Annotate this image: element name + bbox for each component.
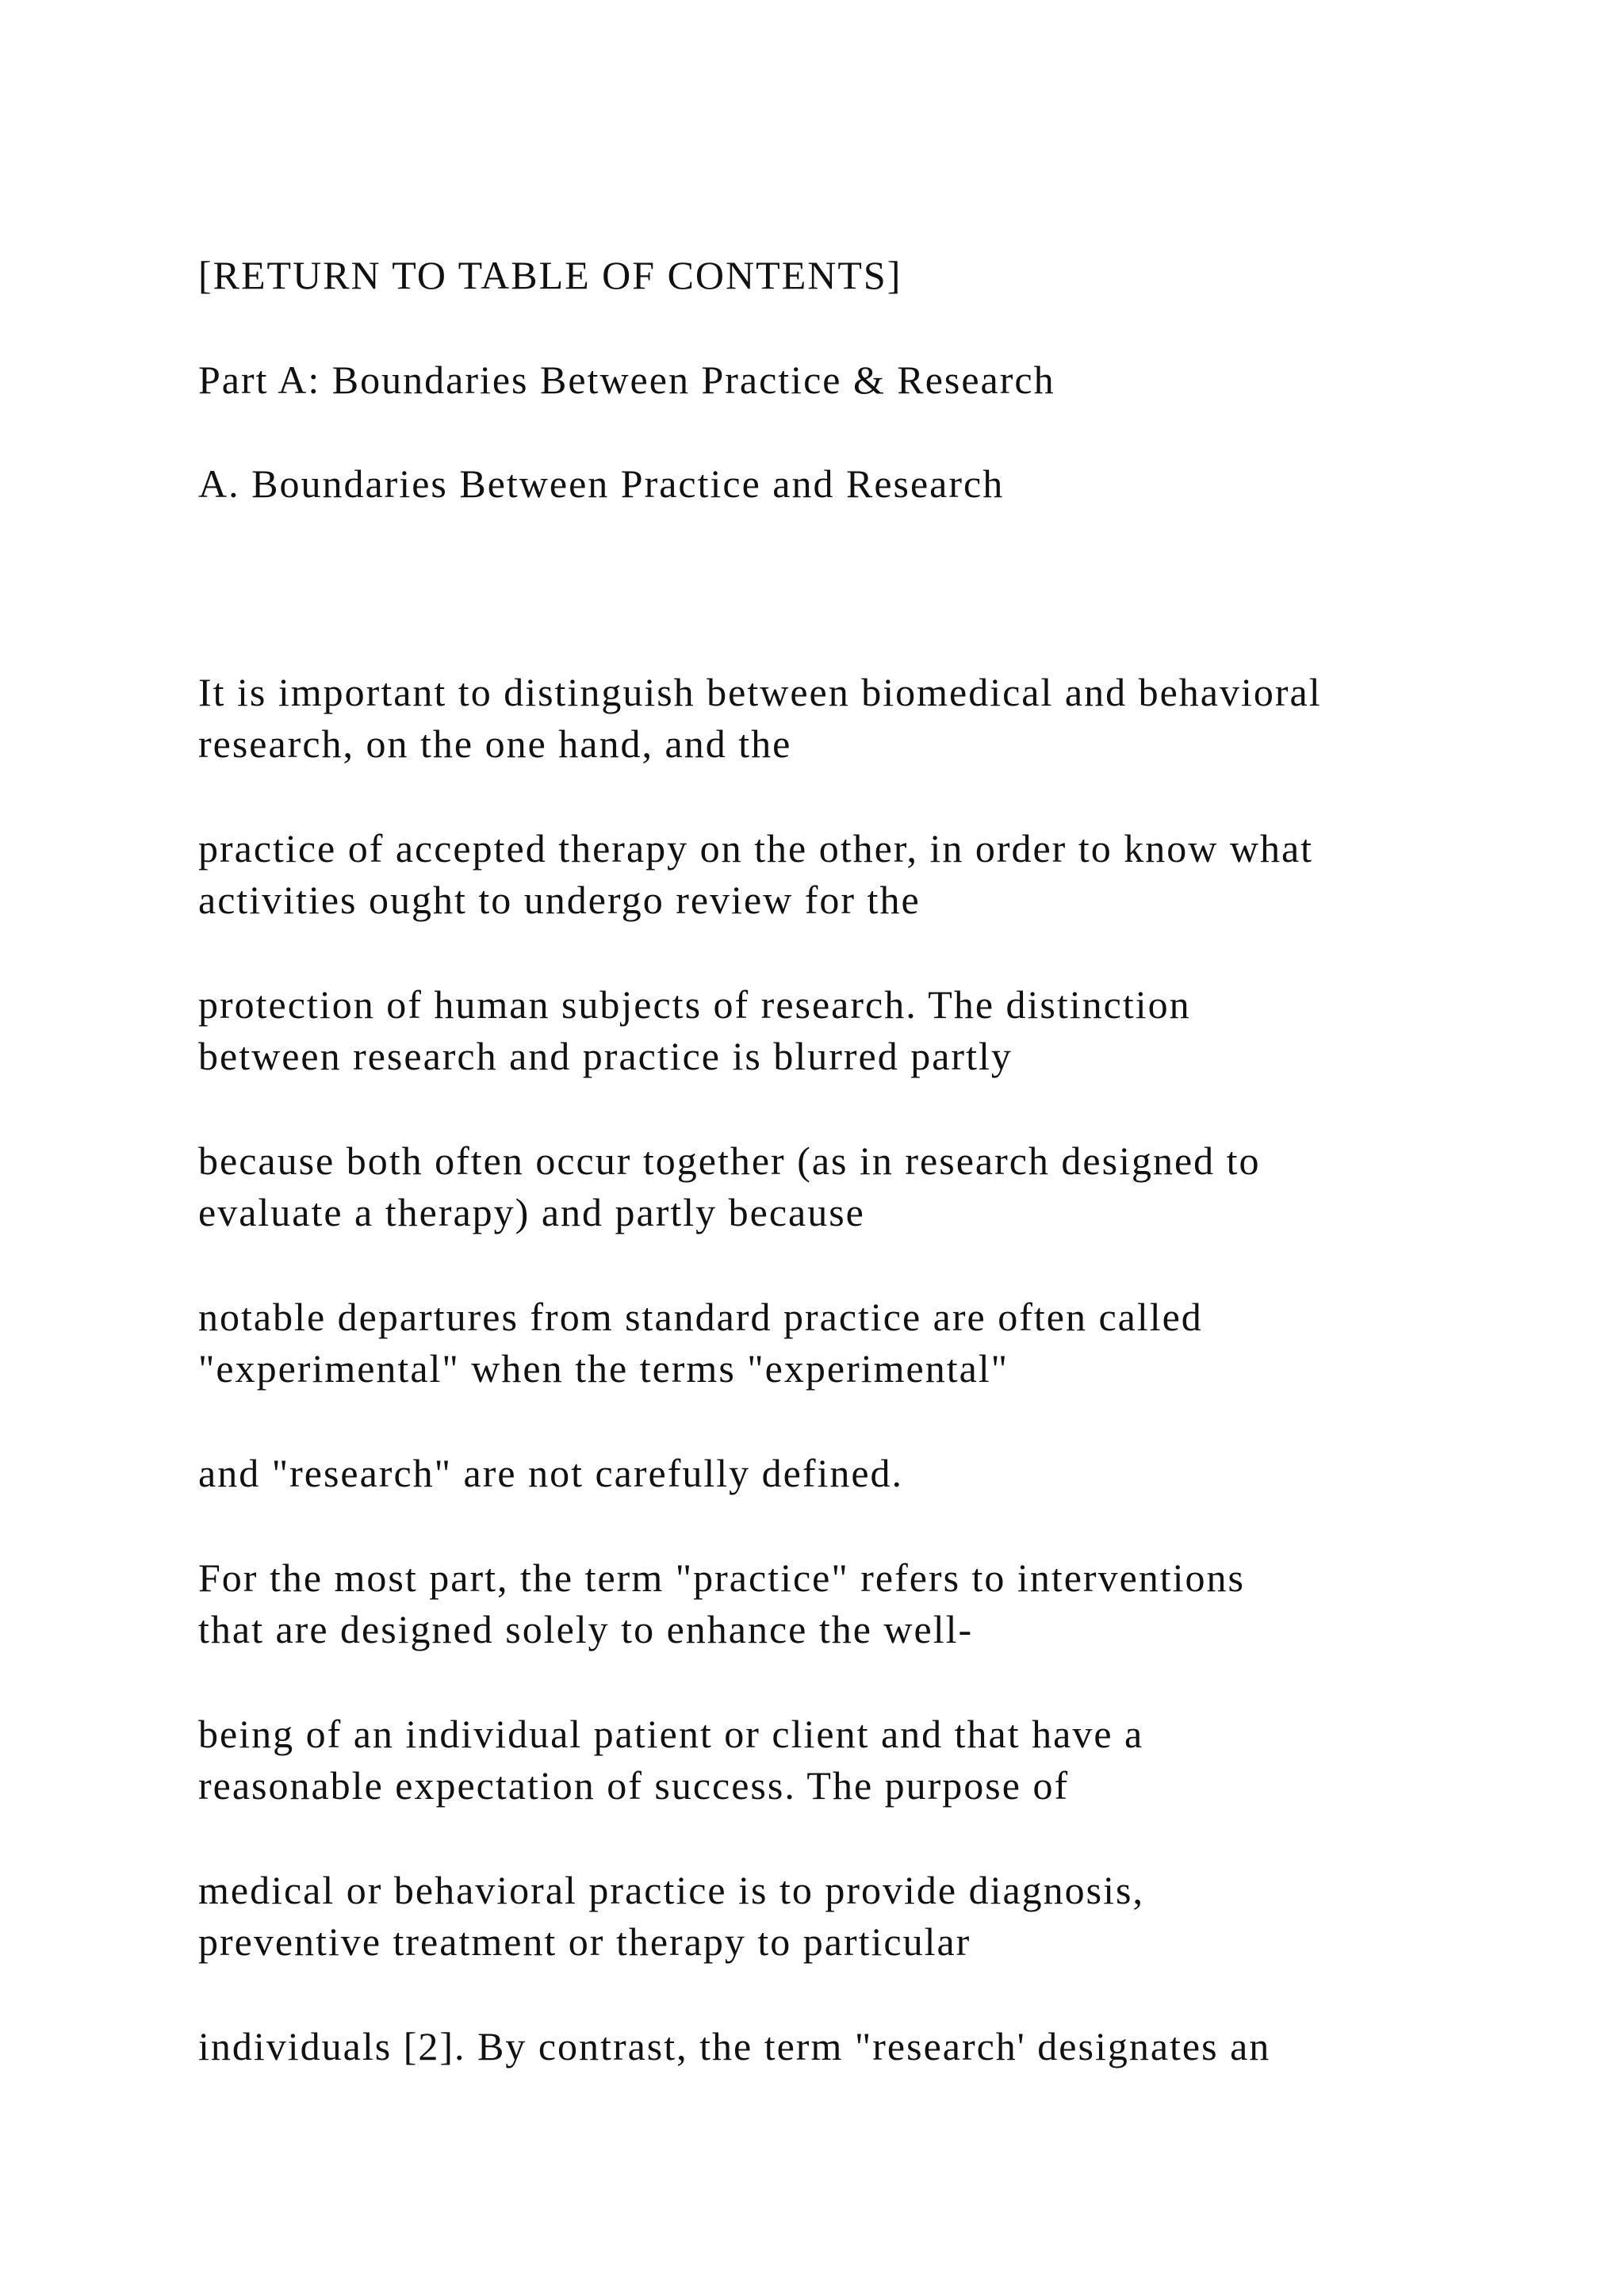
body-line: because both often occur together (as in research designed to bbox=[198, 1138, 1261, 1183]
body-line: protection of human subjects of research. The distinction bbox=[198, 982, 1191, 1027]
body-line: reasonable expectation of success. The purpose of bbox=[198, 1763, 1070, 1808]
body-line: individuals [2]. By contrast, the term "research' designates an bbox=[198, 2024, 1271, 2068]
body-line: For the most part, the term "practice" refers to interventions bbox=[198, 1556, 1245, 1600]
section-heading: A. Boundaries Between Practice and Research bbox=[198, 461, 1005, 506]
body-line: research, on the one hand, and the bbox=[198, 721, 792, 766]
body-line: "experimental" when the terms "experimental" bbox=[198, 1346, 1009, 1391]
part-heading: Part A: Boundaries Between Practice & Research bbox=[198, 358, 1055, 402]
return-to-toc-link[interactable]: [RETURN TO TABLE OF CONTENTS] bbox=[198, 253, 902, 297]
body-line: medical or behavioral practice is to provide diagnosis, bbox=[198, 1868, 1144, 1912]
body-line: being of an individual patient or client and that have a bbox=[198, 1712, 1144, 1756]
body-line: practice of accepted therapy on the other, in order to know what bbox=[198, 826, 1314, 871]
body-line: notable departures from standard practice are often called bbox=[198, 1295, 1203, 1339]
body-line: It is important to distinguish between biomedical and behavioral bbox=[198, 670, 1322, 714]
body-line: and "research" are not carefully defined. bbox=[198, 1451, 904, 1495]
body-line: preventive treatment or therapy to particular bbox=[198, 1919, 971, 1964]
body-line: activities ought to undergo review for the bbox=[198, 878, 921, 922]
body-line: evaluate a therapy) and partly because bbox=[198, 1190, 865, 1234]
body-line: that are designed solely to enhance the well- bbox=[198, 1607, 974, 1651]
body-line: between research and practice is blurred partly bbox=[198, 1034, 1013, 1078]
